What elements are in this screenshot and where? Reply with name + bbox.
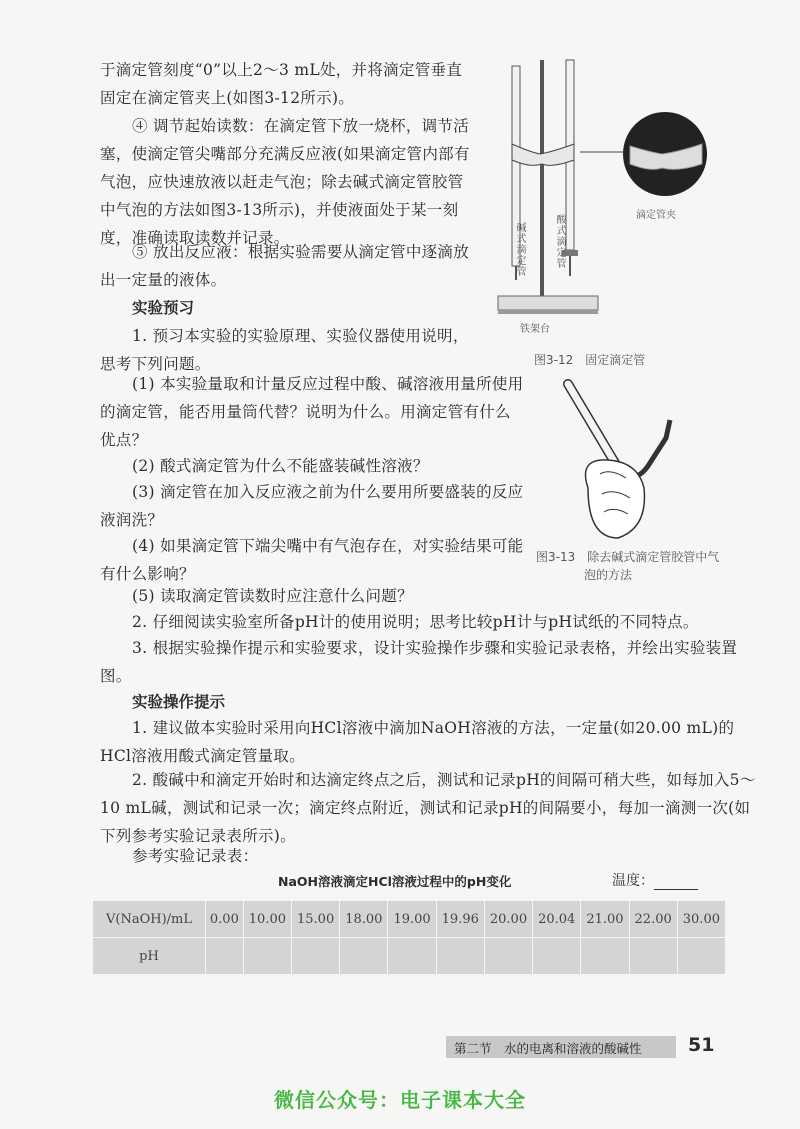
tip-2: 2. 酸碱中和滴定开始时和达滴定终点之后，测试和记录pH的间隔可稍大些，如每加入5～10 mL碱，测试和记录一次；滴定终点附近，测试和记录pH的间隔要小，每加一滴测一次(如下列参考实验记录表所示)。: [100, 771, 756, 845]
question-5: (5) 读取滴定管读数时应注意什么问题？: [132, 587, 413, 605]
question-3: (3) 滴定管在加入反应液之前为什么要用所要盛装的反应液润洗？: [100, 483, 524, 529]
temperature-label: 温度：: [612, 873, 654, 889]
paragraph-preview-3: 3. 根据实验操作提示和实验要求，设计实验操作步骤和实验记录表格，并绘出实验装置图。: [100, 639, 738, 685]
label-base-burette: 碱式滴定管: [514, 222, 525, 277]
figure-3-12-caption: 图3-12 固定滴定管: [534, 353, 646, 367]
row-header-ph: pH: [93, 938, 206, 975]
ph-cell: [581, 938, 629, 975]
ph-cell: [388, 938, 436, 975]
heading-preview: 实验预习: [132, 299, 195, 317]
volume-cell: 21.00: [581, 901, 629, 938]
volume-cell: 10.00: [243, 901, 291, 938]
watermark: 微信公众号：电子课本大全: [274, 1088, 526, 1112]
ph-cell: [533, 938, 581, 975]
page-number: 51: [688, 1034, 715, 1056]
figure-3-12-burette-stand: [490, 56, 720, 346]
ph-cell: [206, 938, 244, 975]
ph-cell: [243, 938, 291, 975]
row-header-volume: V(NaOH)/mL: [93, 901, 206, 938]
volume-cell: 20.00: [484, 901, 532, 938]
volume-cell: 19.00: [388, 901, 436, 938]
paragraph-preview-1: 1. 预习本实验的实验原理、实验仪器使用说明，思考下列问题。: [100, 327, 469, 373]
paragraph-step-5: ⑤ 放出反应液：根据实验需要从滴定管中逐滴放出一定量的液体。: [100, 243, 470, 289]
volume-cell: 15.00: [292, 901, 340, 938]
figure-3-13-caption-line2: 泡的方法: [584, 568, 633, 582]
volume-cell: 20.04: [533, 901, 581, 938]
reference-table-intro: 参考实验记录表：: [132, 847, 259, 865]
volume-cell: 18.00: [340, 901, 388, 938]
heading-operation-tips: 实验操作提示: [132, 693, 226, 711]
volume-cell: 22.00: [629, 901, 677, 938]
ph-cell: [292, 938, 340, 975]
ph-cell: [629, 938, 677, 975]
ph-cell: [340, 938, 388, 975]
paragraph-preview-2: 2. 仔细阅读实验室所备pH计的使用说明；思考比较pH计与pH试纸的不同特点。: [132, 613, 699, 631]
ph-cell: [436, 938, 484, 975]
question-1: (1) 本实验量取和计量反应过程中酸、碱溶液用量所使用的滴定管，能否用量筒代替？说明为什么。用滴定管有什么优点？: [100, 375, 524, 449]
question-2: (2) 酸式滴定管为什么不能盛装碱性溶液？: [132, 457, 429, 475]
label-iron-stand: 铁架台: [520, 324, 550, 335]
label-burette-clamp: 滴定管夹: [636, 210, 676, 221]
table-row: [93, 901, 726, 938]
paragraph-1: 于滴定管刻度“0”以上2～3 mL处，并将滴定管垂直固定在滴定管夹上(如图3-12所示)。: [100, 61, 463, 107]
volume-cell: 19.96: [436, 901, 484, 938]
temperature-field: [612, 870, 698, 890]
volume-cell: 30.00: [677, 901, 725, 938]
ph-cell: [677, 938, 725, 975]
paragraph-step-4: ④ 调节起始读数：在滴定管下放一烧杯，调节活塞，使滴定管尖嘴部分充满反应液(如果滴定管内部有气泡，应快速放液以赶走气泡；除去碱式滴定管胶管中气泡的方法如图3-13所示)，并使液面处于某一刻度，准确读取读数并记录。: [100, 117, 470, 247]
table-title: NaOH溶液滴定HCl溶液过程中的pH变化: [278, 874, 512, 889]
temperature-blank: [654, 875, 698, 890]
table-row: [93, 938, 726, 975]
ph-record-table: [92, 900, 726, 975]
question-4: (4) 如果滴定管下端尖嘴中有气泡存在，对实验结果可能有什么影响？: [100, 537, 524, 583]
ph-cell: [484, 938, 532, 975]
volume-cell: 0.00: [206, 901, 244, 938]
label-acid-burette: 酸式滴定管: [554, 214, 565, 269]
tip-1: 1. 建议做本实验时采用向HCl溶液中滴加NaOH溶液的方法，一定量(如20.00 mL)的HCl溶液用酸式滴定管量取。: [100, 719, 735, 765]
figure-3-13-remove-bubble: [548, 378, 718, 548]
footer-section-title: 第二节 水的电离和溶液的酸碱性: [454, 1041, 642, 1056]
figure-3-13-caption-line1: 图3-13 除去碱式滴定管胶管中气: [536, 550, 720, 564]
